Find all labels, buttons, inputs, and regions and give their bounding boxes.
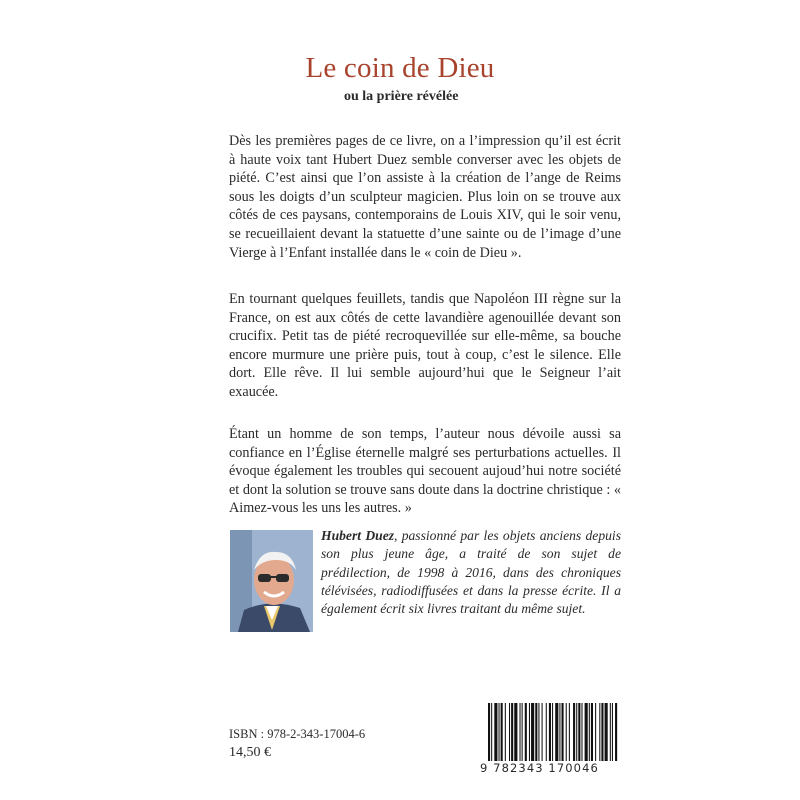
barcode-bar	[566, 703, 567, 761]
barcode-bar	[525, 703, 527, 761]
barcode-bar	[589, 703, 590, 761]
barcode-bar	[511, 703, 513, 761]
barcode-bar	[559, 703, 560, 761]
barcode-bar	[514, 703, 517, 761]
barcode-bar	[494, 703, 497, 761]
barcode-bar	[520, 703, 521, 761]
barcode	[486, 703, 621, 761]
author-bio	[321, 527, 621, 618]
barcode-bar	[552, 703, 553, 761]
paragraph-text: Dès les premières pages de ce livre, on a l’impression qu’il est écrit à haute voix tant Hubert Duez semble converser avec les objets de piété. C’est ainsi que l’on assiste à la création de l’ange de Reims sous les doigts d’un sculpteur magicien. Plus loin on se trouve aux côtés de ces paysans, contemporains de Louis XIV, qui le soir venu, se recueillaient devant la statuette d’une sainte ou de l’image d’une Vierge à l’Enfant installée dans le « coin de Dieu ».	[229, 133, 621, 261]
barcode-bar	[591, 703, 593, 761]
barcode-bar	[605, 703, 608, 761]
barcode-bar	[488, 703, 490, 761]
barcode-bar	[585, 703, 588, 761]
barcode-bar	[578, 703, 580, 761]
barcode-bar	[555, 703, 558, 761]
barcode-bar	[601, 703, 603, 761]
summary-paragraph-2	[229, 290, 621, 402]
barcode-bar	[505, 703, 506, 761]
price: 14,50 €	[229, 745, 271, 760]
barcode-bar	[562, 703, 564, 761]
barcode-bar	[509, 703, 510, 761]
book-title: Le coin de Dieu	[305, 52, 495, 84]
barcode-digits: 9 782343 170046	[480, 761, 599, 775]
barcode-bar	[615, 703, 617, 761]
barcode-bar	[595, 703, 596, 761]
author-photo	[230, 530, 313, 632]
barcode-bar	[576, 703, 577, 761]
barcode-bar	[542, 703, 543, 761]
barcode-bar	[538, 703, 539, 761]
barcode-bar	[569, 703, 570, 761]
barcode-bar	[535, 703, 537, 761]
summary-paragraph-3	[229, 425, 621, 518]
barcode-bar	[491, 703, 492, 761]
barcode-bar	[549, 703, 551, 761]
author-bio-text: , passionné par les objets anciens depuis son plus jeune âge, a traité de son sujet de prédilection, de 1998 à 2016, dans des chroniques télévisées, radiodiffusées et dans la presse écrite. Il a également écrit six livres traitant du même sujet.	[321, 528, 621, 617]
barcode-bar	[531, 703, 534, 761]
author-portrait-image	[230, 530, 313, 632]
book-subtitle: ou la prière révélée	[344, 89, 459, 104]
barcode-bar	[529, 703, 530, 761]
paragraph-text: En tournant quelques feuillets, tandis que Napoléon III règne sur la France, on est aux côtés de cette lavandière agenouillée devant son crucifix. Petit tas de piété recroquevillée sur elle-même, sa bouche encore murmure une prière puis, tout à coup, c’est le silence. Elle dort. Elle rêve. Il lui semble aujourd’hui que le Seigneur l’ait exaucée.	[229, 291, 621, 400]
barcode-bar	[522, 703, 523, 761]
isbn: ISBN : 978-2-343-17004-6	[229, 727, 366, 741]
barcode-bar	[612, 703, 613, 761]
summary-paragraph-1	[229, 132, 621, 262]
barcode-bar	[546, 703, 547, 761]
barcode-bar	[599, 703, 600, 761]
barcode-bar	[501, 703, 503, 761]
barcode-bar	[573, 703, 575, 761]
barcode-bar	[581, 703, 582, 761]
paragraph-text: Étant un homme de son temps, l’auteur nous dévoile aussi sa confiance en l’Église éternelle malgré ses perturbations actuelles. Il évoque également les troubles qui secouent aujoud’hui notre société et dont la solution se trouve sans doute dans la doctrine christique : « Aimez-vous les uns les autres. »	[229, 426, 621, 517]
barcode-bar	[610, 703, 611, 761]
author-name: Hubert Duez	[321, 528, 395, 543]
barcode-bar	[499, 703, 500, 761]
